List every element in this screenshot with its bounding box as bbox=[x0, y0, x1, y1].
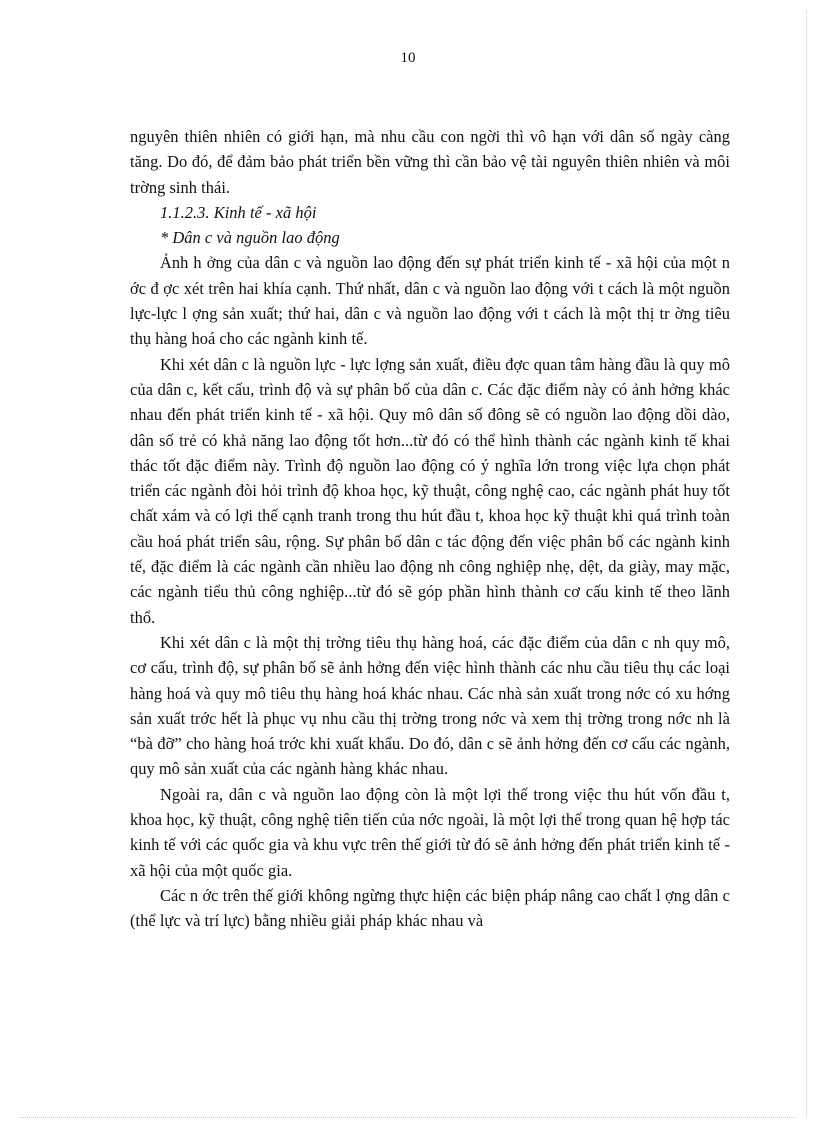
page-edge-right bbox=[806, 10, 807, 1117]
paragraph: Các n ớc trên thế giới không ngừng thực hiện các biện pháp nâng cao chất l ợng dân c (thể lực và trí lực) bằng nhiều giải pháp khác nhau và bbox=[130, 885, 730, 931]
paragraph: Khi xét dân c là nguồn lực - lực lợng sản xuất, điều đợc quan tâm hàng đầu là quy mô của dân c, kết cấu, trình độ và sự phân bố của dân c. Các đặc điểm này có ảnh hởng khác nhau đến phát triển kinh tế - xã hội. Quy mô dân số đông sẽ có nguồn lao động dồi dào, dân số trẻ có khả năng lao động tốt hơn...từ đó có thể hình thành các ngành kinh tế khai thác tốt đặc điểm này. Trình độ nguồn lao động có ý nghĩa lớn trong việc lựa chọn phát triển các ngành đòi hỏi trình độ khoa học, kỹ thuật, công nghệ cao, các ngành phát huy tốt chất xám và có lợi thế cạnh tranh trong thu hút đầu t, khoa học kỹ thuật khi quá trình toàn cầu hoá phát triển sâu, rộng. Sự phân bố dân c tác động đến việc phân bố các ngành kinh tế, đặc điểm là các ngành cần nhiều lao động nh công nghiệp nhẹ, dệt, da giày, may mặc, các ngành tiểu thủ công nghiệp...từ đó sẽ góp phần hình thành cơ cấu kinh tế theo lãnh thổ. bbox=[130, 354, 730, 627]
subsection-heading: * Dân c và nguồn lao động bbox=[160, 228, 340, 248]
paragraph: Khi xét dân c là một thị trờng tiêu thụ hàng hoá, các đặc điểm của dân c nh quy mô, cơ cấu, trình độ, sự phân bố sẽ ảnh hởng đến việc hình thành các nhu cầu tiêu thụ các loại hàng hoá và quy mô tiêu thụ hàng hoá khác nhau. Các nhà sản xuất trong nớc có xu hớng sản xuất trớc hết là phục vụ nhu cầu thị trờng trong nớc và xem thị trờng trong nớc nh là “bà đỡ” cho hàng hoá trớc khi xuất khẩu. Do đó, dân c sẽ ảnh hởng đến cơ cấu các ngành, quy mô sản xuất của các ngành hàng khác nhau. bbox=[130, 632, 730, 779]
document-body bbox=[130, 124, 730, 934]
section-heading: 1.1.2.3. Kinh tế - xã hội bbox=[160, 202, 317, 222]
page-edge-bottom bbox=[20, 1117, 796, 1118]
page-number: 10 bbox=[400, 50, 416, 66]
paragraph: Ảnh h ởng của dân c và nguồn lao động đến sự phát triển kinh tế - xã hội của một n ớc đ ợc xét trên hai khía cạnh. Thứ nhất, dân c và nguồn lao động với t cách là một nguồn lực-lực l ợng sản xuất; thứ hai, dân c và nguồn lao động với t cách là một thị tr ờng tiêu thụ hàng hoá cho các ngành kinh tế. bbox=[130, 253, 730, 349]
paragraph-continuation: nguyên thiên nhiên có giới hạn, mà nhu cầu con ngời thì vô hạn với dân số ngày càng tăng. Do đó, để đảm bảo phát triển bền vững thì cần bảo vệ tài nguyên thiên nhiên và môi trờng sinh thái. bbox=[130, 127, 730, 197]
paragraph: Ngoài ra, dân c và nguồn lao động còn là một lợi thế trong việc thu hút vốn đầu t, khoa học, kỹ thuật, công nghệ tiên tiến của nớc ngoài, là một lợi thế trong quan hệ hợp tác kinh tế với các quốc gia và khu vực trên thế giới từ đó sẽ ảnh hởng đến phát triển kinh tế - xã hội của một quốc gia. bbox=[130, 784, 730, 880]
